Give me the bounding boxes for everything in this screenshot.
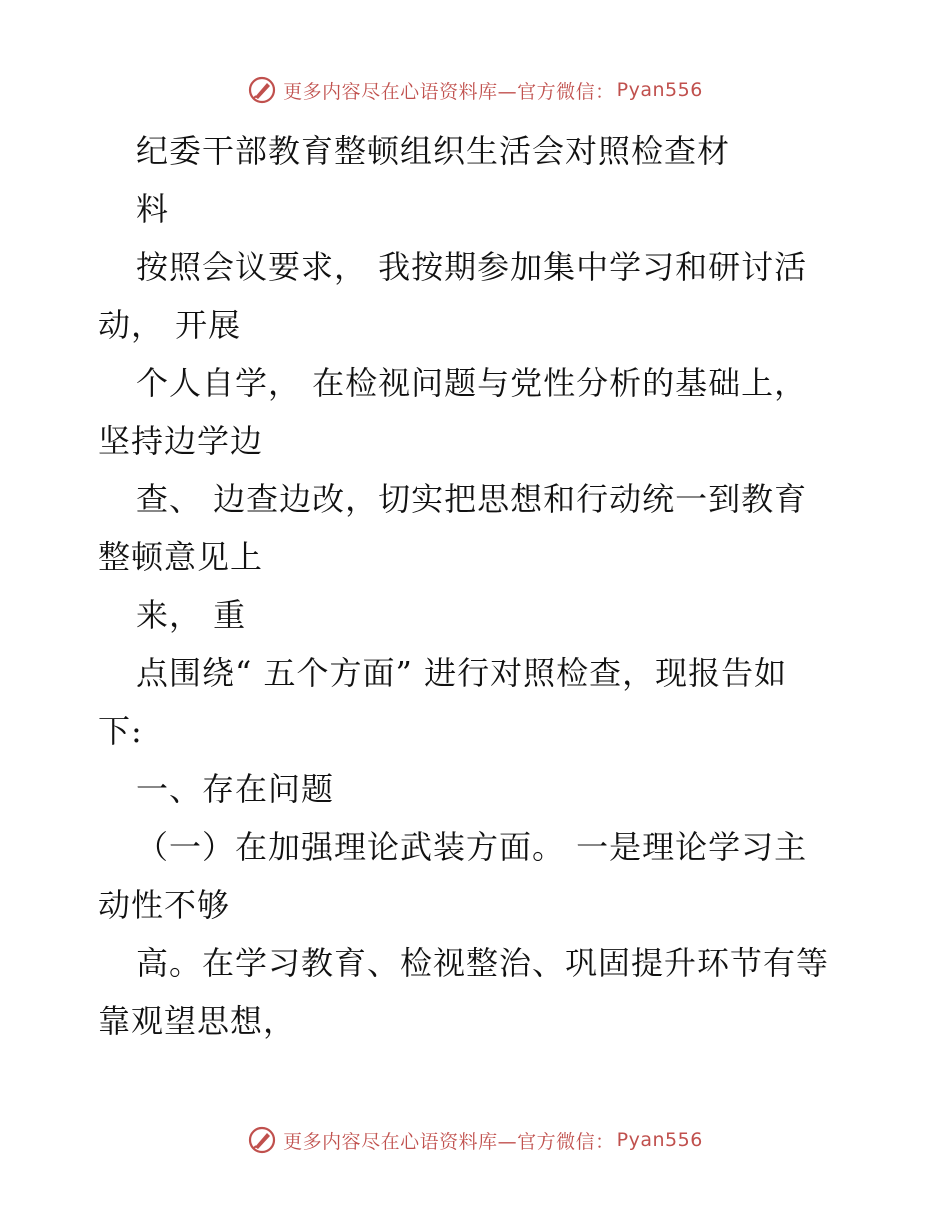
watermark-wechat-id: Pyan556 <box>616 79 703 101</box>
quill-logo-icon <box>247 75 277 105</box>
document-body <box>98 122 858 1050</box>
header-watermark <box>0 70 950 110</box>
doc-title-line-2: 料 <box>136 190 170 228</box>
doc-line: 高。在学习教育、检视整治、巩固提升环节有等 <box>136 944 830 982</box>
doc-line: 查、 边查边改，切实把思想和行动统一到教育 <box>136 480 808 518</box>
doc-line: 个人自学， 在检视问题与党性分析的基础上， <box>136 364 808 402</box>
doc-line: （一）在加强理论武装方面。 一是理论学习主 <box>136 828 808 866</box>
doc-title-line-1: 纪委干部教育整顿组织生活会对照检查材 <box>136 132 731 170</box>
footer-watermark <box>0 1120 950 1160</box>
watermark-text: 更多内容尽在心语资料库—官方微信： <box>283 80 615 103</box>
doc-line: 靠观望思想， <box>98 1002 297 1040</box>
section-heading: 一、存在问题 <box>136 770 335 808</box>
doc-line: 动， 开展 <box>98 306 242 344</box>
doc-line: 来， 重 <box>136 596 247 634</box>
doc-line: 坚持边学边 <box>98 422 264 460</box>
doc-line: 点围绕“ 五个方面” 进行对照检查，现报告如 <box>136 654 788 692</box>
doc-line: 整顿意见上 <box>98 538 264 576</box>
doc-line: 按照会议要求， 我按期参加集中学习和研讨活 <box>136 248 808 286</box>
doc-line: 动性不够 <box>98 886 231 924</box>
watermark-text: 更多内容尽在心语资料库—官方微信： <box>283 1130 615 1153</box>
doc-line: 下: <box>98 712 143 750</box>
watermark-wechat-id: Pyan556 <box>616 1129 703 1151</box>
quill-logo-icon <box>247 1125 277 1155</box>
